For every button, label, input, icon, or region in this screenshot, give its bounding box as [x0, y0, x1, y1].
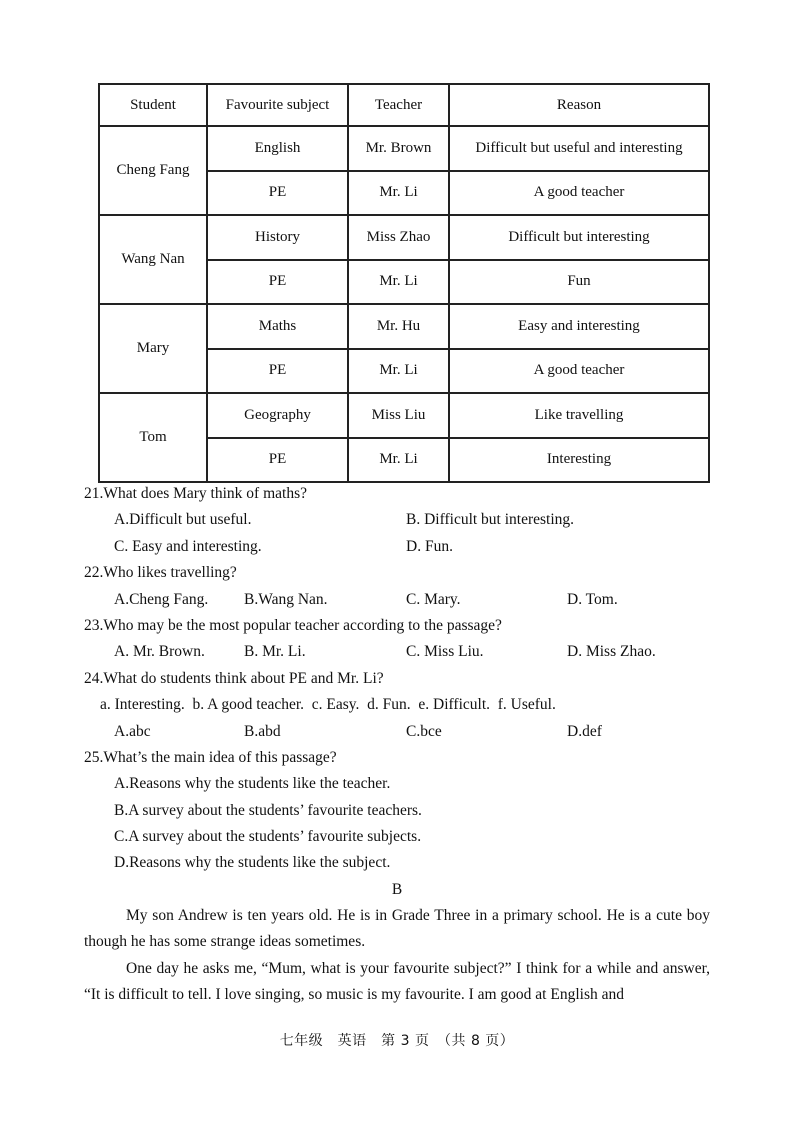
reason-cell: Easy and interesting — [449, 304, 709, 349]
option-row — [84, 850, 724, 876]
teacher-cell: Miss Liu — [348, 393, 449, 438]
option-c[interactable]: C. Easy and interesting. — [114, 537, 262, 555]
option-row — [84, 771, 724, 797]
subject-cell: PE — [207, 171, 348, 216]
option-row — [84, 798, 724, 824]
table-row — [99, 215, 709, 260]
option-b[interactable]: B. Mr. Li. — [244, 643, 306, 661]
survey-table — [98, 83, 710, 483]
question-stem: 24.What do students think about PE and Mr. Li? — [84, 669, 384, 687]
option-b[interactable]: B.A survey about the students’ favourite teachers. — [114, 801, 422, 819]
choice-items-text: a. Interesting. b. A good teacher. c. Easy. d. Fun. e. Difficult. f. Useful. — [100, 696, 556, 714]
reason-cell: A good teacher — [449, 171, 709, 216]
section-title: B — [391, 881, 403, 898]
table-row — [99, 126, 709, 171]
reason-cell: Difficult but interesting — [449, 215, 709, 260]
student-name: Wang Nan — [99, 215, 207, 304]
reason-cell: Interesting — [449, 438, 709, 483]
page-footer: 七年级 英语 第 3 页 （共 8 页） — [279, 1033, 515, 1049]
option-c[interactable]: C.bce — [406, 722, 442, 740]
reason-cell: Difficult but useful and interesting — [449, 126, 709, 171]
reason-cell: Fun — [449, 260, 709, 305]
reason-cell: Like travelling — [449, 393, 709, 438]
subject-cell: English — [207, 126, 348, 171]
teacher-cell: Miss Zhao — [348, 215, 449, 260]
header-student: Student — [99, 84, 207, 126]
option-row — [84, 507, 724, 533]
passage-paragraph: One day he asks me, “Mum, what is your favourite subject?” I think for a while and answer, “It is difficult to tell. I love singing, so music is my favourite. I am good at English and — [84, 959, 710, 1004]
option-b[interactable]: B.abd — [244, 722, 281, 740]
header-subject: Favourite subject — [207, 84, 348, 126]
option-b[interactable]: B. Difficult but interesting. — [406, 511, 575, 529]
header-teacher: Teacher — [348, 84, 449, 126]
option-row — [84, 824, 724, 850]
subject-cell: PE — [207, 438, 348, 483]
passage-paragraph: My son Andrew is ten years old. He is in Grade Three in a primary school. He is a cute boy though he has some strange ideas sometimes. — [84, 907, 710, 951]
option-a[interactable]: A.abc — [114, 722, 151, 740]
option-c[interactable]: C. Miss Liu. — [406, 643, 484, 661]
table-row — [99, 393, 709, 438]
option-row — [84, 587, 724, 613]
option-a[interactable]: A. Mr. Brown. — [114, 643, 205, 661]
option-a[interactable]: A.Difficult but useful. — [114, 511, 252, 529]
option-d[interactable]: D.def — [567, 722, 602, 740]
table-header-row — [99, 84, 709, 126]
teacher-cell: Mr. Li — [348, 260, 449, 305]
teacher-cell: Mr. Hu — [348, 304, 449, 349]
subject-cell: History — [207, 215, 348, 260]
student-name: Mary — [99, 304, 207, 393]
option-c[interactable]: C. Mary. — [406, 590, 461, 608]
option-c[interactable]: C.A survey about the students’ favourite subjects. — [114, 828, 422, 846]
question-stem: 22.Who likes travelling? — [84, 564, 237, 582]
student-name: Cheng Fang — [99, 126, 207, 215]
option-row — [84, 639, 724, 665]
option-d[interactable]: D. Tom. — [567, 590, 618, 608]
option-d[interactable]: D. Fun. — [406, 537, 453, 555]
teacher-cell: Mr. Li — [348, 171, 449, 216]
option-d[interactable]: D.Reasons why the students like the subject. — [114, 854, 391, 872]
question-stem: 21.What does Mary think of maths? — [84, 485, 307, 502]
choice-items — [84, 692, 724, 718]
reason-cell: A good teacher — [449, 349, 709, 394]
reading-passage-b — [84, 877, 710, 1009]
question-stem: 23.Who may be the most popular teacher according to the passage? — [84, 616, 502, 634]
option-row — [84, 534, 724, 560]
option-a[interactable]: A.Reasons why the students like the teacher. — [114, 775, 391, 793]
option-b[interactable]: B.Wang Nan. — [244, 590, 328, 608]
header-reason: Reason — [449, 84, 709, 126]
question-stem: 25.What’s the main idea of this passage? — [84, 748, 337, 766]
option-row — [84, 719, 724, 745]
teacher-cell: Mr. Li — [348, 349, 449, 394]
subject-cell: PE — [207, 260, 348, 305]
subject-cell: PE — [207, 349, 348, 394]
teacher-cell: Mr. Brown — [348, 126, 449, 171]
option-a[interactable]: A.Cheng Fang. — [114, 590, 209, 608]
teacher-cell: Mr. Li — [348, 438, 449, 483]
subject-cell: Geography — [207, 393, 348, 438]
subject-cell: Maths — [207, 304, 348, 349]
question-list — [84, 481, 724, 877]
table-row — [99, 304, 709, 349]
option-d[interactable]: D. Miss Zhao. — [567, 643, 656, 661]
student-name: Tom — [99, 393, 207, 482]
